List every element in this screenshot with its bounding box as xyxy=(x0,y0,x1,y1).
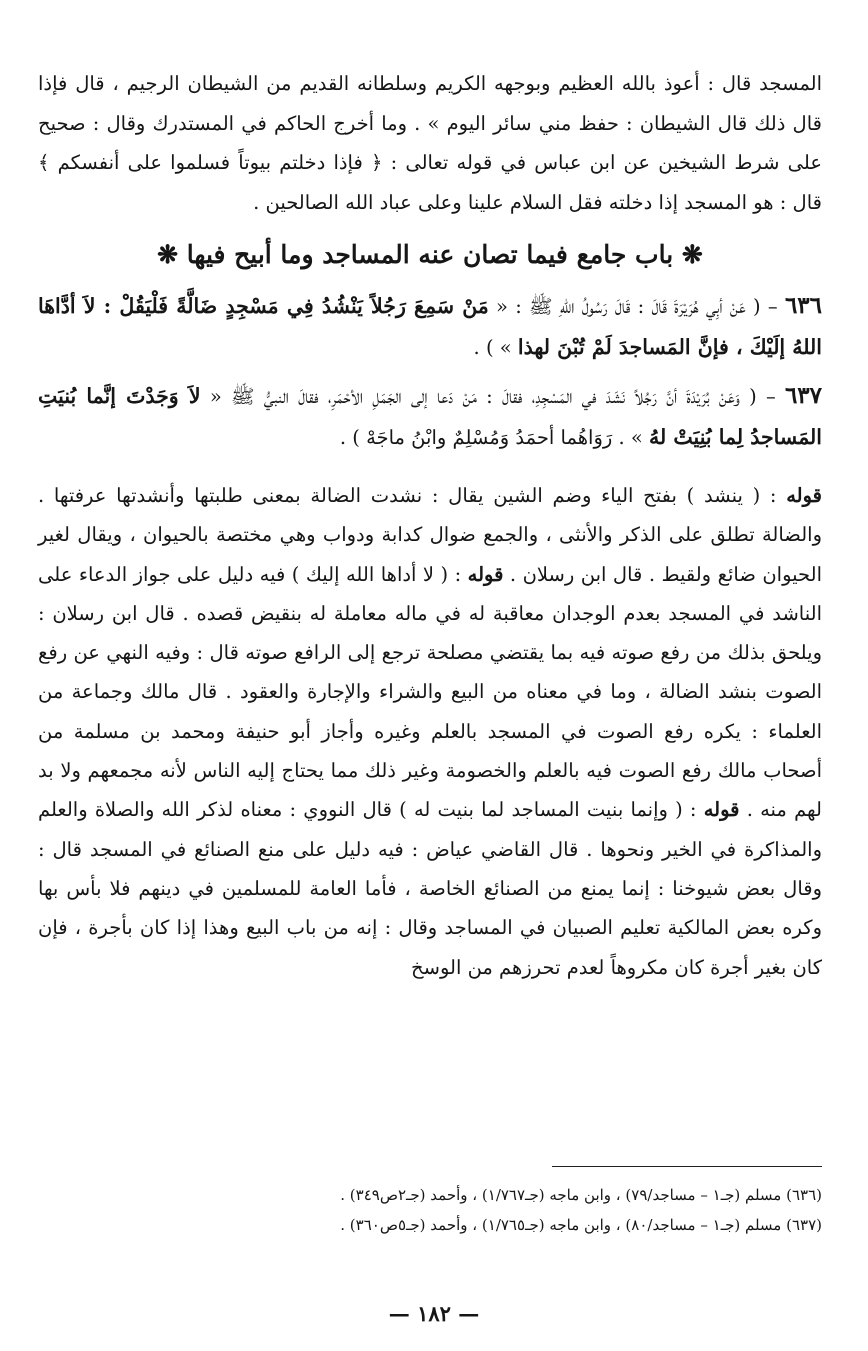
hadith-637 xyxy=(38,376,822,458)
hadith-text: لاَ وَجَدْتَ إنَّما بُنيَتِ المَساجدُ لِما بُنِيَتْ لهُ xyxy=(38,384,822,449)
footnotes xyxy=(38,1180,822,1240)
commentary-label: قوله xyxy=(786,484,822,507)
footnote-637: (٦٣٧) مسلم (جـ١ – مساجد/٨٠) ، وابن ماجه (جـ١/٧٦٥) ، وأحمد (جـ٥ص٣٦٠) . xyxy=(340,1216,822,1234)
intro-paragraph: المسجد قال : أعوذ بالله العظيم وبوجهه الكريم وسلطانه القديم من الشيطان الرجيم ، قال فإذا قال ذلك قال الشيطان : حفظ مني سائر اليوم » . وما أخرج الحاكم في المستدرك وقال : صحيح على شرط الشيخين عن ابن عباس في قوله تعالى : ﴿ فإذا دخلتم بيوتاً فسلموا على أنفسكم ﴾ قال : هو المسجد إذا دخلته فقل السلام علينا وعلى عباد الله الصالحين . xyxy=(38,72,822,214)
commentary-paragraph xyxy=(38,476,822,987)
hadith-tail: » . رَوَاهُما أحمَدُ وَمُسْلِمٌ وابْنُ ماجَهْ ) . xyxy=(339,426,650,449)
commentary-label: قوله xyxy=(467,562,504,586)
chapter-heading: ❋ باب جامع فيما تصان عنه المساجد وما أبيح فيها ❋ xyxy=(157,240,703,269)
commentary-text: : ( وإنما بنيت المساجد لما بنيت له ) قال النووي : معناه لذكر الله والصلاة والعلم والمذاكرة في الخير ونحوها . قال القاضي عياض : فيه دليل على منع الصنائع في المسجد قال : وقال بعض شيوخنا : إنما يمنع من الصنائع الخاصة ، فأما العامة للمسلمين في دينهم فلا بأس بها وكره بعض المالكية تعليم الصبيان في المساجد وقال : إنه من باب البيع وهذا إذا كان بأجرة ، فإن كان بغير أجرة كان مكروهاً لعدم تحرزهم من الوسخ xyxy=(38,798,822,979)
hadith-intro: – ( عَنْ أبِي هُرَيْرَةَ قَالَ : قَالَ رَسُولُ اللهِ ﷺ : « xyxy=(488,295,785,318)
hadith-number: ٦٣٧ xyxy=(784,382,822,409)
hadith-intro: – ( وَعَنْ بُرَيْدَةَ أنَّ رَجُلاً نَشَدَ في المَسْجِدِ، فقالَ : مَنْ دَعا إلى الجَمَلِ الأحْمَرِ، فقالَ النبيُّ ﷺ « xyxy=(200,385,785,408)
footnote-636: (٦٣٦) مسلم (جـ١ – مساجد/٧٩) ، وابن ماجه (جـ١/٧٦٧) ، وأحمد (جـ٢ص٣٤٩) . xyxy=(340,1186,822,1204)
hadith-636 xyxy=(38,286,822,368)
page-body xyxy=(38,64,822,987)
commentary-text: : ( ينشد ) بفتح الياء وضم الشين يقال : نشدت الضالة بمعنى طلبتها وأنشدتها عرفتها . والضالة تطلق على الذكر والأنثى ، والجمع ضوال كدابة ودواب وهي مختصة بالحيوان ، ويقال لغير الحيوان ضائع ولقيط . قال ابن رسلان . xyxy=(38,484,822,586)
hadith-number: ٦٣٦ xyxy=(784,292,822,319)
footnote-divider xyxy=(552,1166,822,1167)
hadith-text: مَنْ سَمِعَ رَجُلاً يَنْشُدُ فِي مَسْجِدٍ ضَالَّةً فَلْيَقُلْ : لاَ أدَّاهَا اللهُ إلَيْكَ ، فإنَّ المَساجدَ لَمْ تُبْنَ لهذا xyxy=(38,294,822,359)
hadith-tail: » ) . xyxy=(473,336,518,359)
page-number: — ١٨٢ — xyxy=(388,1301,480,1326)
commentary-text: : ( لا أداها الله إليك ) فيه دليل على جواز الدعاء على الناشد في المسجد بعدم الوجدان معاقبة له في ماله معاملة له بنقيض قصده . قال ابن رسلان : ويلحق بذلك من رفع صوته فيه بما يقتضي مصلحة ترجع إلى الرافع صوته قال : وفيه النهي عن رفع الصوت بنشد الضالة ، وما في معناه من البيع والشراء والإجارة والعقود . قال مالك وجماعة من العلماء : يكره رفع الصوت في المسجد بالعلم وغيره وأجاز أبو حنيفة ومحمد بن مسلمة من أصحاب مالك رفع الصوت فيه بالعلم والخصومة وغير ذلك مما يحتاج إليه الناس لأنه مجمعهم ولا بد لهم منه . xyxy=(38,562,822,822)
commentary-label: قوله xyxy=(703,798,740,822)
